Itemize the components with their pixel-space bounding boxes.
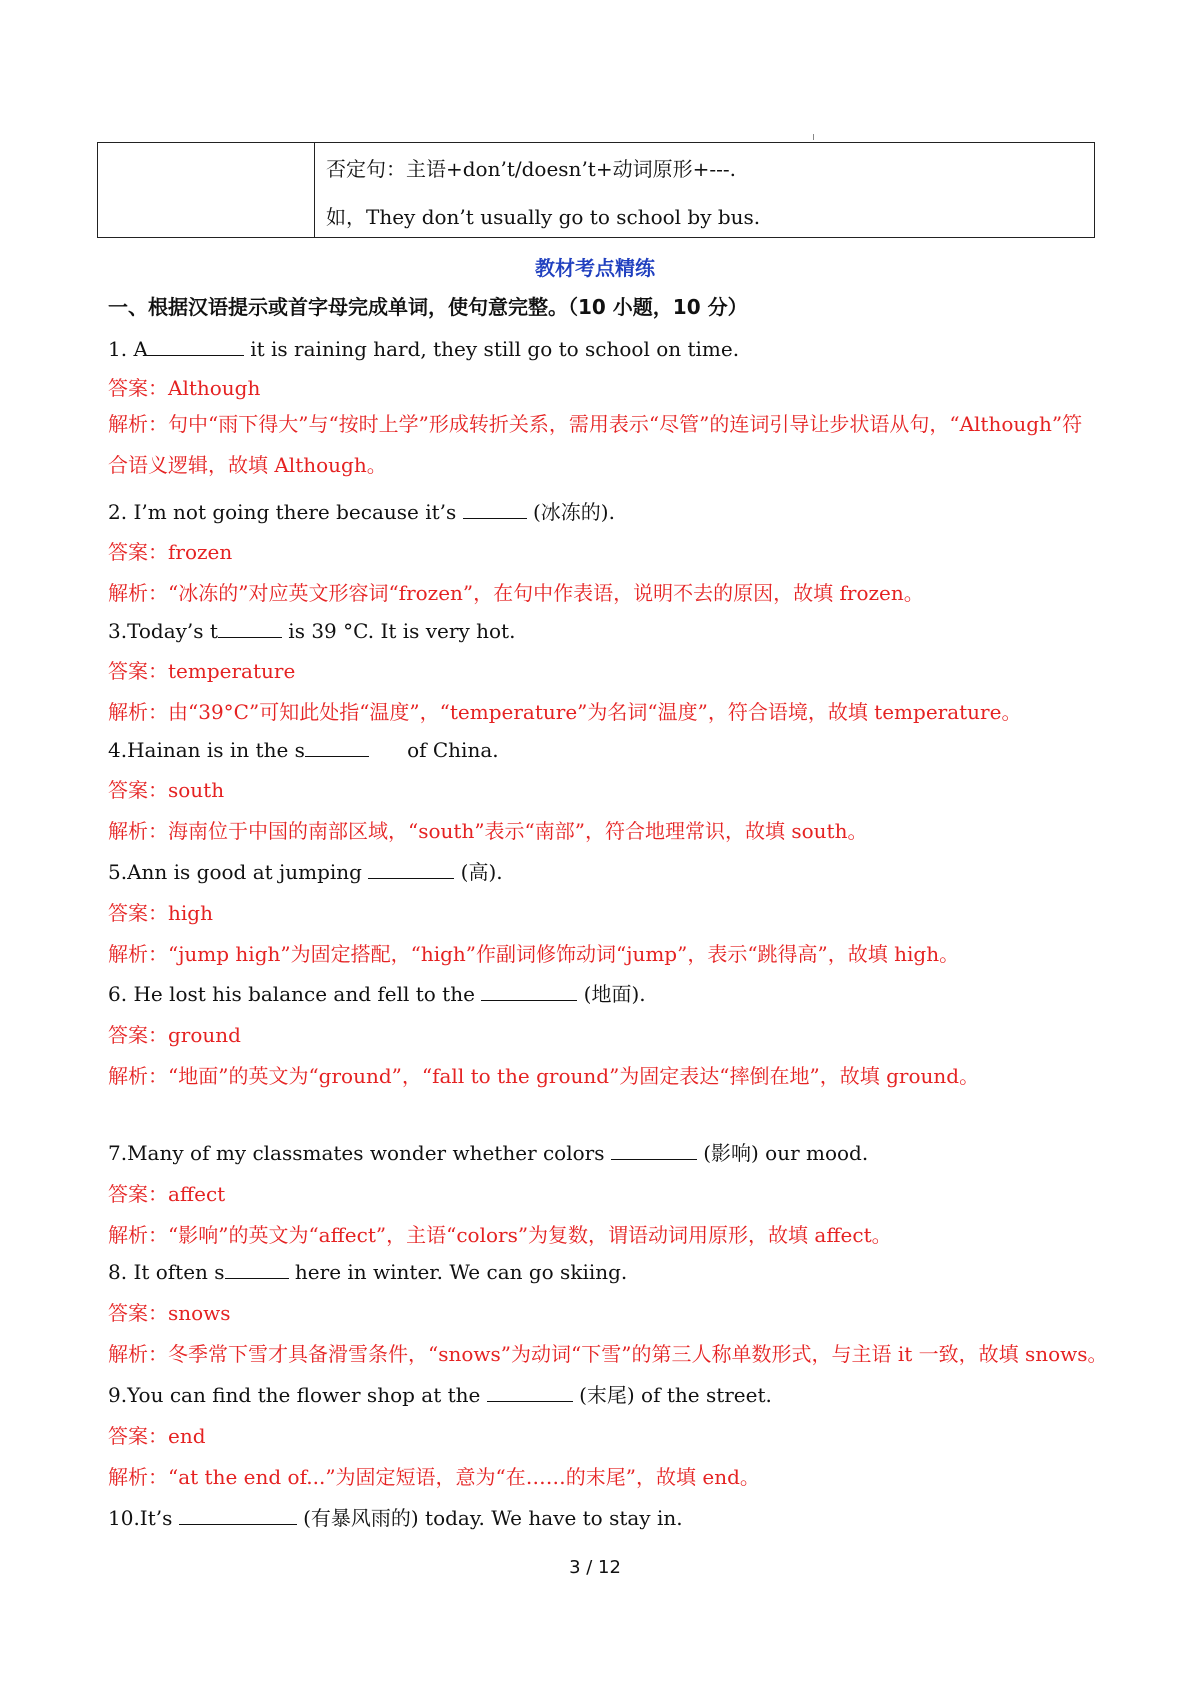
answer-4: 答案：south	[108, 778, 225, 802]
explanation-9: 解析：“at the end of...”为固定短语，意为“在……的末尾”，故填 end。	[108, 1465, 760, 1489]
question-8: 8. It often s here in winter. We can go skiing.	[108, 1260, 628, 1284]
answer-2: 答案：frozen	[108, 540, 233, 564]
exercise-instructions: 一、根据汉语提示或首字母完成单词，使句意完整。（10 小题，10 分）	[108, 295, 748, 319]
question-7: 7.Many of my classmates wonder whether colors (影响) our mood.	[108, 1141, 869, 1165]
answer-blank	[179, 1504, 297, 1525]
explanation-7: 解析：“影响”的英文为“affect”，主语“colors”为复数，谓语动词用原形，故填 affect。	[108, 1223, 892, 1247]
table-column-divider	[314, 143, 315, 237]
question-10: 10.It’s (有暴风雨的) today. We have to stay in.	[108, 1506, 683, 1530]
answer-blank	[148, 335, 244, 356]
answer-3: 答案：temperature	[108, 659, 296, 683]
answer-blank	[305, 736, 369, 757]
question-4: 4.Hainan is in the s of China.	[108, 738, 499, 762]
explanation-2: 解析：“冰冻的”对应英文形容词“frozen”，在句中作表语，说明不去的原因，故填 frozen。	[108, 581, 924, 605]
explanation-5: 解析：“jump high”为固定搭配，“high”作副词修饰动词“jump”，表示“跳得高”，故填 high。	[108, 942, 960, 966]
grammar-table	[97, 142, 1095, 238]
question-2: 2. I’m not going there because it’s (冰冻的).	[108, 500, 615, 524]
explanation-6: 解析：“地面”的英文为“ground”，“fall to the ground”为固定表达“摔倒在地”，故填 ground。	[108, 1064, 980, 1088]
question-5: 5.Ann is good at jumping (高).	[108, 860, 503, 884]
answer-8: 答案：snows	[108, 1301, 231, 1325]
answer-blank	[611, 1139, 697, 1160]
answer-blank	[463, 498, 527, 519]
answer-blank	[225, 1258, 289, 1279]
question-3: 3.Today’s t is 39 °C. It is very hot.	[108, 619, 516, 643]
question-6: 6. He lost his balance and fell to the (地面).	[108, 982, 646, 1006]
answer-9: 答案：end	[108, 1424, 206, 1448]
answer-1: 答案：Although	[108, 376, 261, 400]
table-example: 如，They don’t usually go to school by bus.	[326, 205, 761, 229]
answer-blank	[368, 858, 454, 879]
explanation-8: 解析：冬季常下雪才具备滑雪条件，“snows”为动词“下雪”的第三人称单数形式，与主语 it 一致，故填 snows。	[108, 1342, 1108, 1366]
answer-6: 答案：ground	[108, 1023, 241, 1047]
answer-blank	[481, 980, 577, 1001]
page-tick-mark	[813, 134, 814, 140]
answer-blank	[487, 1381, 573, 1402]
explanation-3: 解析：由“39°C”可知此处指“温度”，“temperature”为名词“温度”，符合语境，故填 temperature。	[108, 700, 1022, 724]
answer-blank	[218, 617, 282, 638]
table-negative-rule: 否定句：主语+don’t/doesn’t+动词原形+---.	[326, 157, 736, 181]
section-heading: 教材考点精练	[535, 256, 655, 280]
question-9: 9.You can find the flower shop at the (末尾) of the street.	[108, 1383, 772, 1407]
answer-5: 答案：high	[108, 901, 213, 925]
explanation-1: 解析：句中“雨下得大”与“按时上学”形成转折关系，需用表示“尽管”的连词引导让步状语从句，“Although”符合语义逻辑，故填 Although。	[108, 412, 1083, 477]
explanation-4: 解析：海南位于中国的南部区域，“south”表示“南部”，符合地理常识，故填 south。	[108, 819, 868, 843]
page-number: 3 / 12	[569, 1557, 621, 1578]
answer-7: 答案：affect	[108, 1182, 226, 1206]
question-1: 1. A it is raining hard, they still go to school on time.	[108, 337, 740, 361]
